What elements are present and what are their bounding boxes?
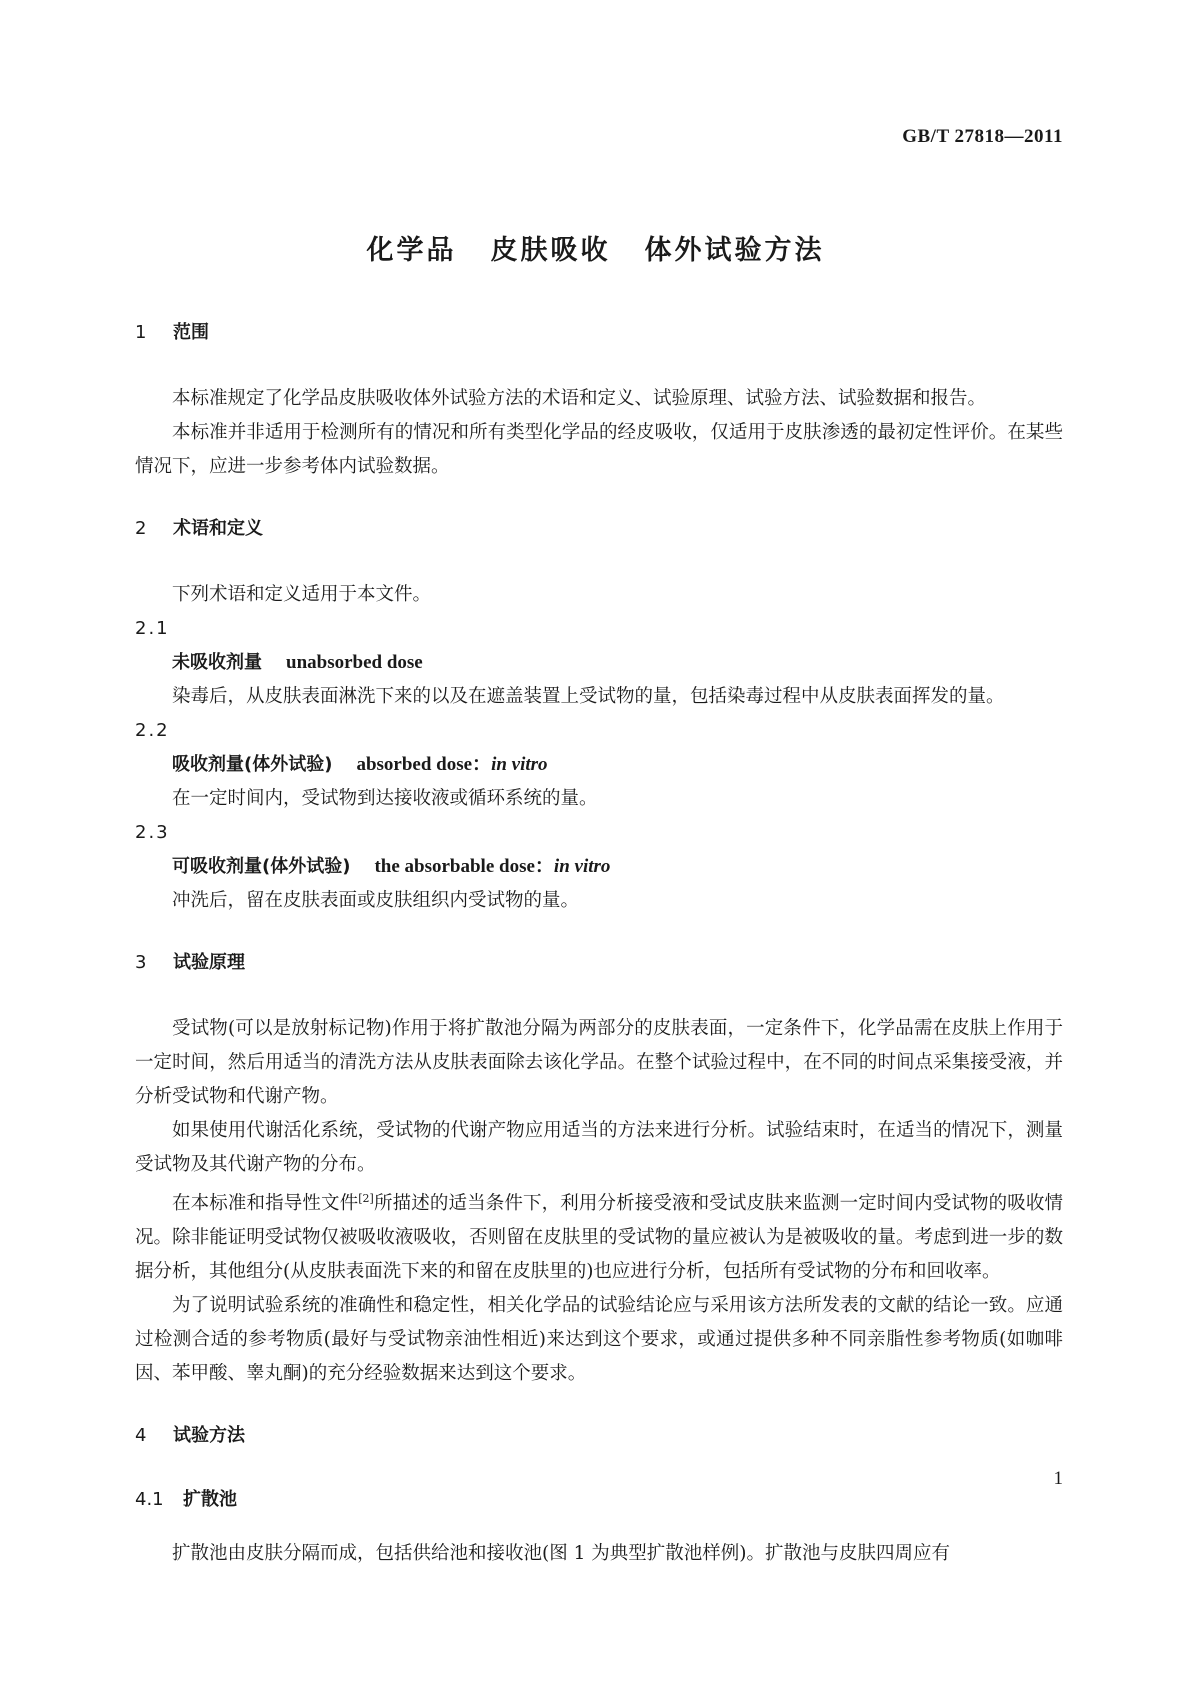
paragraph: 在本标准和指导性文件[2]所描述的适当条件下，利用分析接受液和受试皮肤来监测一定时间内受试物的吸收情况。除非能证明受试物仅被吸收液吸收，否则留在皮肤里的受试物的量应被认为是被吸收的量。考虑到进一步的数据分析，其他组分(从皮肤表面洗下来的和留在皮肤里的)也应进行分析，包括所有受试物的分布和回收率。 (135, 1192, 1063, 1282)
section-title: 术语和定义 (173, 518, 263, 539)
subsection-title: 扩散池 (183, 1489, 237, 1510)
section-title: 试验原理 (173, 952, 245, 973)
paragraph: 如果使用代谢活化系统，受试物的代谢产物应用适当的方法来进行分析。试验结束时，在适当的情况下，测量受试物及其代谢产物的分布。 (135, 1120, 1063, 1175)
section-number: 1 (135, 322, 147, 343)
term-name (135, 646, 1063, 680)
document-title (0, 228, 1191, 267)
term-number: 2.2 (135, 720, 170, 741)
term-number: 2.1 (135, 618, 170, 639)
term-chinese: 吸收剂量(体外试验) (172, 754, 333, 775)
section-title: 范围 (173, 322, 209, 343)
term-number: 2.3 (135, 822, 170, 843)
page-number: 1 (1053, 1468, 1063, 1489)
term-definition: 在一定时间内，受试物到达接收液或循环系统的量。 (172, 788, 598, 809)
paragraph: 扩散池由皮肤分隔而成，包括供给池和接收池(图 1 为典型扩散池样例)。扩散池与皮肤四周应有 (172, 1543, 950, 1564)
term-english: absorbed dose：in vitro (356, 754, 548, 775)
term-english: unabsorbed dose (286, 652, 423, 673)
subsection-number: 4.1 (135, 1489, 164, 1510)
title-part-1: 化学品 (366, 235, 457, 266)
subsection-4-1-heading (135, 1485, 1063, 1515)
term-name (135, 748, 1063, 782)
standard-code: GB/T 27818—2011 (902, 126, 1063, 147)
term-definition: 冲洗后，留在皮肤表面或皮肤组织内受试物的量。 (172, 890, 580, 911)
section-4-heading (135, 1421, 1063, 1451)
reference-citation: [2] (358, 1192, 374, 1205)
section-number: 4 (135, 1425, 147, 1446)
paragraph: 下列术语和定义适用于本文件。 (172, 584, 432, 605)
section-number: 3 (135, 952, 147, 973)
paragraph: 本标准并非适用于检测所有的情况和所有类型化学品的经皮吸收，仅适用于皮肤渗透的最初定性评价。在某些情况下，应进一步参考体内试验数据。 (135, 422, 1063, 477)
term-chinese: 可吸收剂量(体外试验) (172, 856, 351, 877)
term-name (135, 850, 1063, 884)
section-number: 2 (135, 518, 147, 539)
term-definition: 染毒后，从皮肤表面淋洗下来的以及在遮盖装置上受试物的量，包括染毒过程中从皮肤表面挥发的量。 (172, 686, 1005, 707)
section-2-heading (135, 514, 1063, 544)
paragraph: 本标准规定了化学品皮肤吸收体外试验方法的术语和定义、试验原理、试验方法、试验数据和报告。 (172, 388, 987, 409)
title-part-2: 皮肤吸收 (490, 235, 611, 266)
paragraph: 为了说明试验系统的准确性和稳定性，相关化学品的试验结论应与采用该方法所发表的文献的结论一致。应通过检测合适的参考物质(最好与受试物亲油性相近)来达到这个要求，或通过提供多种不同亲脂性参考物质(如咖啡因、苯甲酸、睾丸酮)的充分经验数据来达到这个要求。 (135, 1295, 1063, 1384)
term-english: the absorbable dose：in vitro (374, 856, 611, 877)
section-title: 试验方法 (173, 1425, 245, 1446)
paragraph: 受试物(可以是放射标记物)作用于将扩散池分隔为两部分的皮肤表面，一定条件下，化学品需在皮肤上作用于一定时间，然后用适当的清洗方法从皮肤表面除去该化学品。在整个试验过程中，在不同的时间点采集接受液，并分析受试物和代谢产物。 (135, 1018, 1063, 1107)
section-1-heading (135, 318, 1063, 348)
title-part-3: 体外试验方法 (644, 235, 825, 266)
term-chinese: 未吸收剂量 (172, 652, 262, 673)
section-3-heading (135, 948, 1063, 978)
document-body (135, 318, 1063, 1571)
